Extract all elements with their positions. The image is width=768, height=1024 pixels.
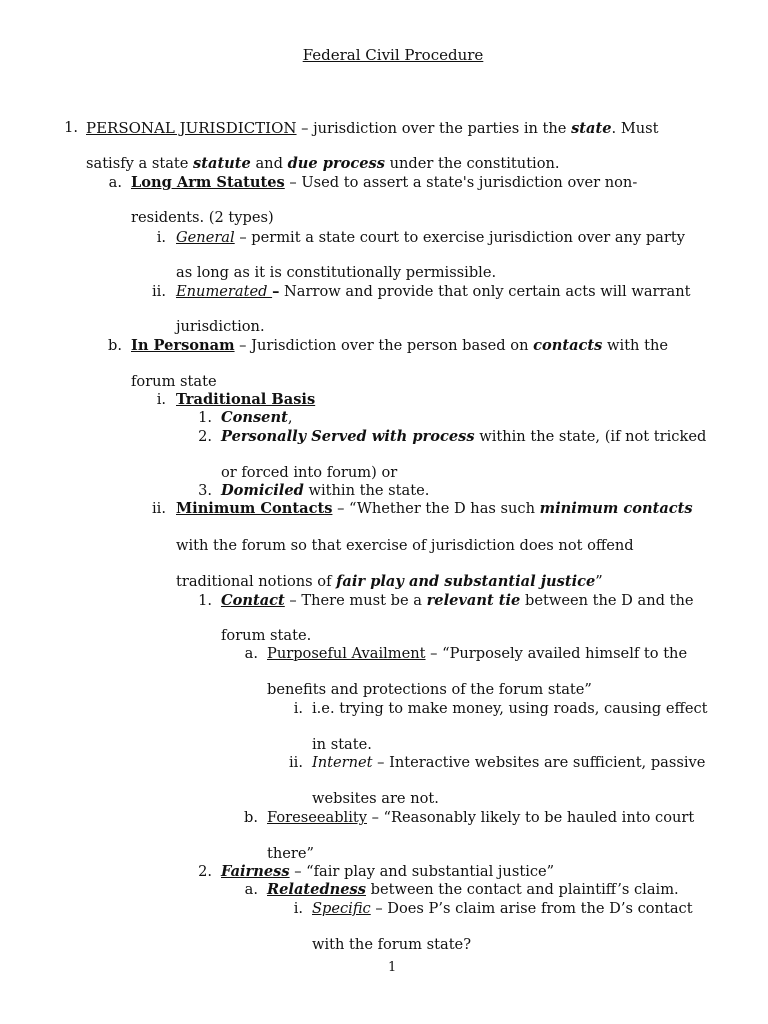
contact-line: Contact – There must be a relevant tie between the D and the <box>221 592 694 609</box>
specific-continuation: with the forum state? <box>312 936 472 953</box>
personally-served-continuation: or forced into forum) or <box>221 464 398 481</box>
item-number: 2. <box>198 428 212 445</box>
personally-served-line: Personally Served with process within the state, (if not tricked <box>221 428 707 445</box>
item-number: i. <box>293 700 303 717</box>
personal-jurisdiction-line: PERSONAL JURISDICTION – jurisdiction over the parties in the state. Must <box>86 119 659 137</box>
item-number: ii. <box>152 283 166 300</box>
domiciled-heading: Domiciled <box>221 482 304 499</box>
relatedness-heading: Relatedness <box>267 881 366 898</box>
item-number: i. <box>156 229 166 246</box>
traditional-basis-heading: Traditional Basis <box>176 391 316 408</box>
internet-continuation: websites are not. <box>312 790 439 807</box>
foreseeability-continuation: there” <box>267 845 314 862</box>
general-continuation: as long as it is constitutionally permissible. <box>176 264 497 281</box>
internet-line: Internet – Interactive websites are sufficient, passive <box>312 754 706 771</box>
item-number: a. <box>244 881 258 898</box>
item-number: 1. <box>198 409 212 426</box>
contact-continuation: forum state. <box>221 627 312 644</box>
in-personam-line: In Personam – Jurisdiction over the person based on contacts with the <box>131 337 668 354</box>
personal-jurisdiction-heading: PERSONAL JURISDICTION <box>86 119 297 137</box>
personal-jurisdiction-continuation: satisfy a state statute and due process under the constitution. <box>86 155 560 172</box>
minimum-contacts-continuation: with the forum so that exercise of jurisdiction does not offend <box>176 537 634 554</box>
item-number: ii. <box>152 500 166 517</box>
item-number: 1. <box>198 592 212 609</box>
item-number: a. <box>244 645 258 662</box>
item-number: b. <box>244 809 258 826</box>
foreseeability-line: Foreseeablity – “Reasonably likely to be hauled into court <box>267 809 695 826</box>
page-number: 1 <box>388 960 397 975</box>
purposeful-availment-heading: Purposeful Availment <box>267 645 426 662</box>
in-personam-continuation: forum state <box>131 373 217 390</box>
specific-heading: Specific <box>312 900 371 917</box>
fairness-line: Fairness – “fair play and substantial justice” <box>221 863 555 880</box>
traditional-basis-line <box>176 391 315 409</box>
document-title: Federal Civil Procedure <box>302 46 484 64</box>
item-number: 3. <box>198 482 212 499</box>
item-number: 1. <box>64 119 78 136</box>
internet-heading: Internet <box>312 754 373 771</box>
general-line: General – permit a state court to exercise jurisdiction over any party <box>176 229 685 246</box>
enumerated-continuation: jurisdiction. <box>176 318 265 335</box>
specific-line: Specific – Does P’s claim arise from the D’s contact <box>312 900 693 917</box>
in-personam-heading: In Personam <box>131 337 235 354</box>
item-number: b. <box>108 337 122 354</box>
item-number: a. <box>108 174 122 191</box>
enumerated-line: Enumerated – Narrow and provide that only certain acts will warrant <box>176 283 691 300</box>
item-number: i. <box>156 391 166 408</box>
relatedness-line: Relatedness between the contact and plaintiff’s claim. <box>267 881 679 898</box>
item-number: ii. <box>289 754 303 771</box>
personally-served-heading: Personally Served with process <box>221 428 475 445</box>
minimum-contacts-line: Minimum Contacts – “Whether the D has such minimum contacts <box>176 500 693 517</box>
domiciled-line: Domiciled within the state. <box>221 482 430 499</box>
minimum-contacts-heading: Minimum Contacts <box>176 500 333 517</box>
purposeful-availment-line: Purposeful Availment – “Purposely availed himself to the <box>267 645 688 662</box>
foreseeability-heading: Foreseeablity <box>267 809 367 826</box>
general-heading: General <box>176 229 235 246</box>
minimum-contacts-continuation-2: traditional notions of fair play and substantial justice” <box>176 573 603 590</box>
purposeful-availment-continuation: benefits and protections of the forum state” <box>267 681 592 698</box>
enumerated-heading: Enumerated <box>176 283 273 300</box>
ie-continuation: in state. <box>312 736 372 753</box>
consent-heading: Consent <box>221 409 288 426</box>
item-number: i. <box>293 900 303 917</box>
long-arm-statutes-continuation: residents. (2 types) <box>131 209 274 226</box>
ie-line: i.e. trying to make money, using roads, causing effect <box>312 700 708 717</box>
long-arm-statutes-heading: Long Arm Statutes <box>131 174 285 191</box>
long-arm-statutes-line: Long Arm Statutes – Used to assert a state's jurisdiction over non- <box>131 174 638 191</box>
contact-heading: Contact <box>221 592 285 609</box>
consent-line: Consent, <box>221 409 293 426</box>
item-number: 2. <box>198 863 212 880</box>
fairness-heading: Fairness <box>221 863 290 880</box>
